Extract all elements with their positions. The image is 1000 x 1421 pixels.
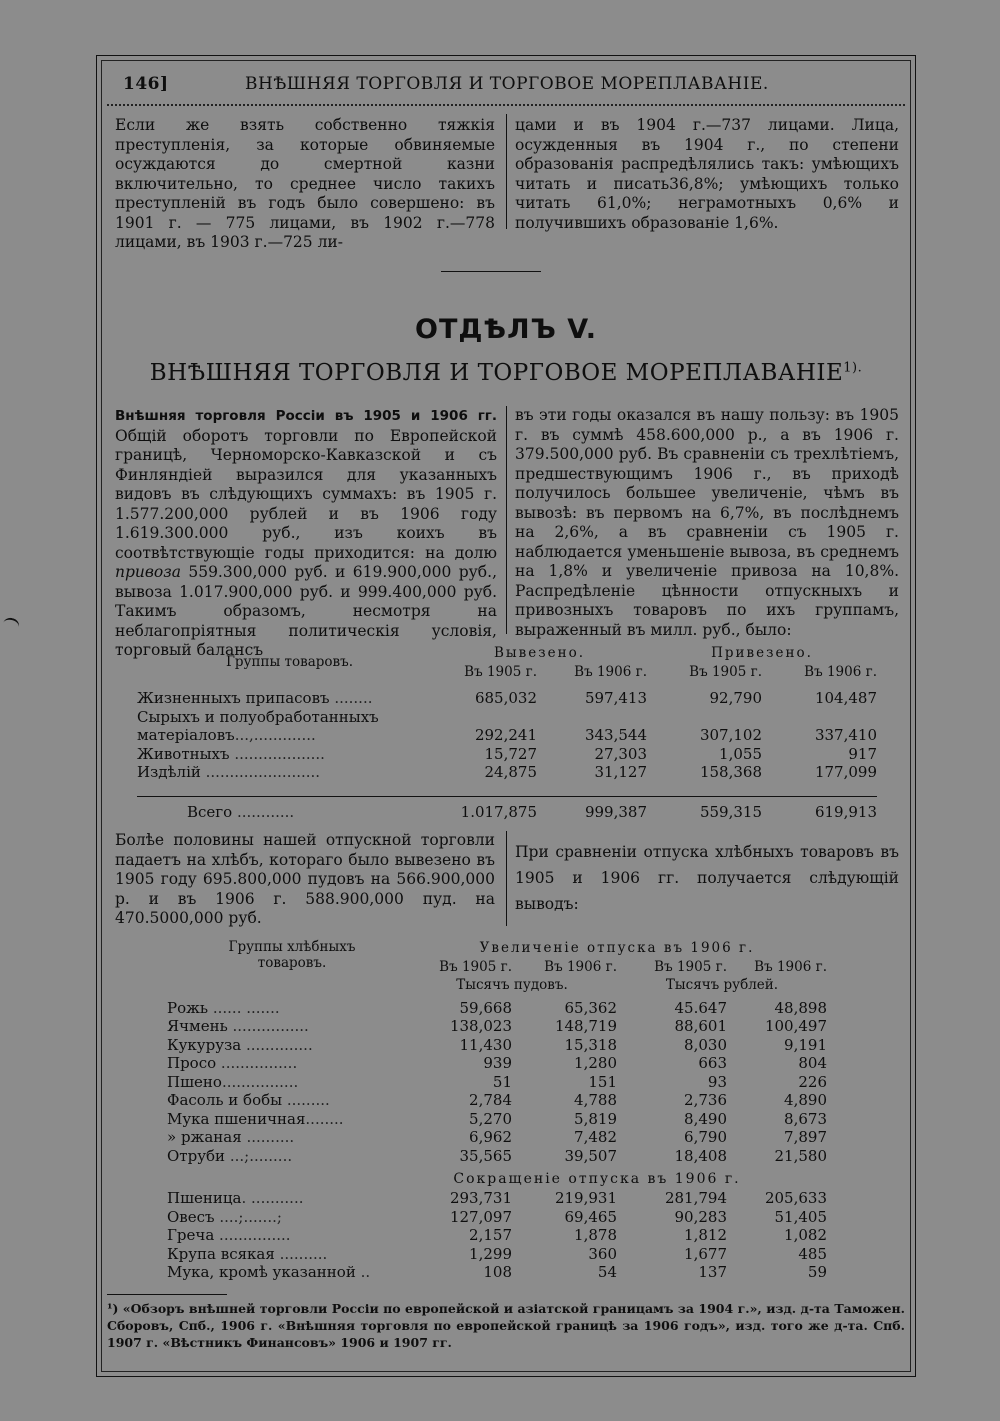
cell: 151 — [588, 1072, 617, 1091]
leader-dots: ................... — [229, 744, 325, 763]
row-label: Овесъ — [167, 1207, 215, 1226]
cell: 31,127 — [594, 763, 647, 781]
grain-text-left: Болѣе половины нашей отпускной торговли падаетъ на хлѣбъ, котораго было вывезено въ 1905 году 695.800,000 пудовъ на 566.900,000 р. и въ 1906 г. 588.900,000 пуд. на 470.5000,000 руб. — [115, 831, 495, 927]
book-page — [96, 55, 916, 1377]
cell: 4,788 — [574, 1091, 617, 1109]
year-header: Въ 1906 г. — [754, 958, 827, 975]
intro-left — [115, 406, 497, 661]
increase-header: Увеличеніе отпуска въ 1906 г. — [479, 940, 755, 956]
table-row — [167, 1054, 827, 1073]
cell: 5,270 — [469, 1109, 512, 1128]
cell: 15,727 — [484, 744, 537, 763]
table-row — [167, 1245, 827, 1264]
cell: 24,875 — [484, 763, 537, 781]
row-label: Кукуруза — [167, 1035, 242, 1054]
leader-dots: ...,............. — [234, 726, 316, 744]
cell: 8,030 — [684, 1035, 727, 1054]
row-label: » ржаная — [167, 1128, 242, 1146]
cell: 307,102 — [699, 726, 762, 744]
table-row — [167, 1110, 827, 1129]
increase-rows — [167, 999, 827, 1166]
table-row — [167, 1128, 827, 1147]
cell: 619,913 — [814, 802, 877, 821]
cell: 685,032 — [474, 689, 537, 707]
row-label: Рожь — [167, 998, 209, 1017]
cell: 59 — [807, 1263, 827, 1281]
table-row — [167, 1147, 827, 1166]
leader-dots: ................ — [227, 1017, 309, 1035]
intro-left-end: 559.300,000 руб. и 619.900,000 руб., вывоза 1.017.900,000 руб. и 999.400,000 руб. Такимъ образомъ, несмотря на неблагопріятныя политическія условія, торговый балансъ — [115, 563, 497, 659]
cell: 92,790 — [709, 689, 762, 707]
row-label: Мука, кромѣ указанной — [167, 1263, 356, 1281]
cell: 343,544 — [584, 726, 647, 744]
cell: 1,082 — [784, 1226, 827, 1244]
table-row — [137, 708, 877, 745]
grain-groups-header: Группы хлѣбныхъ товаровъ. — [228, 939, 356, 971]
cell: 88,601 — [674, 1017, 727, 1035]
cell: 127,097 — [449, 1207, 512, 1226]
row-label: Фасоль и бобы — [167, 1091, 283, 1109]
cell: 59,668 — [459, 998, 512, 1017]
unit-rubles: Тысячъ рублей. — [665, 977, 779, 993]
trade-groups-header: Группы товаровъ. — [225, 654, 354, 671]
year-header: Въ 1905 г. — [689, 663, 762, 680]
cell: 51,405 — [774, 1207, 827, 1226]
cell: 1,299 — [469, 1244, 512, 1263]
grain-text-right: При сравненіи отпуска хлѣбныхъ товаровъ въ 1905 и 1906 гг. получается слѣдующій выводъ: — [515, 843, 899, 913]
cell: 137 — [698, 1263, 727, 1281]
cell: 90,283 — [674, 1207, 727, 1226]
page-number: 146] — [123, 74, 169, 94]
cell: 999,387 — [584, 802, 647, 821]
unit-poods: Тысячъ пудовъ. — [456, 977, 568, 993]
cell: 281,794 — [664, 1189, 727, 1207]
cell: 226 — [798, 1072, 827, 1091]
cell: 69,465 — [564, 1207, 617, 1226]
cell: 54 — [597, 1263, 617, 1281]
row-label: Пшено — [167, 1072, 222, 1091]
cell: 11,430 — [459, 1035, 512, 1054]
cell: 148,719 — [554, 1017, 617, 1035]
leader-dots: ...;......... — [225, 1146, 293, 1165]
cell: 1,677 — [684, 1244, 727, 1263]
cell: 48,898 — [774, 998, 827, 1017]
cell: 360 — [588, 1244, 617, 1263]
row-label: Мука пшеничная — [167, 1109, 306, 1128]
cell: 93 — [707, 1072, 727, 1091]
leader-dots: ........ — [305, 1109, 344, 1128]
table-row — [137, 745, 877, 764]
year-header: Въ 1906 г. — [804, 663, 877, 680]
table-row — [167, 1036, 827, 1055]
cell: 21,580 — [774, 1146, 827, 1165]
cell: 51 — [492, 1072, 512, 1091]
cell: 35,565 — [459, 1146, 512, 1165]
leader-dots: .. — [355, 1263, 371, 1281]
year-header: Въ 1906 г. — [574, 663, 647, 680]
row-label: Ячмень — [167, 1017, 228, 1035]
year-header: Въ 1906 г. — [544, 958, 617, 975]
leader-dots: ........ — [329, 689, 373, 707]
row-label: Крупа всякая — [167, 1244, 275, 1263]
leader-dots: ........................ — [200, 763, 321, 781]
cell: 65,362 — [564, 998, 617, 1017]
cell: 1,055 — [719, 744, 762, 763]
table-row — [137, 689, 877, 708]
table-row — [167, 999, 827, 1018]
cell: 1.017,875 — [460, 802, 537, 821]
cell: 104,487 — [814, 689, 877, 707]
cell: 8,673 — [784, 1109, 827, 1128]
cell: 39,507 — [564, 1146, 617, 1165]
row-label: Жизненныхъ припасовъ — [137, 689, 330, 707]
table-row — [167, 1208, 827, 1227]
leader-dots: .......... — [274, 1244, 328, 1263]
cell: 597,413 — [584, 689, 647, 707]
leader-dots: ....;.......; — [214, 1207, 282, 1226]
table-row — [167, 1091, 827, 1110]
leader-dots: ...... ....... — [208, 998, 280, 1017]
leader-dots: ................ — [216, 1054, 298, 1072]
intro-right: въ эти годы оказался въ нашу пользу: въ 1905 г. въ суммѣ 458.600,000 р., а въ 1906 г. 379.500,000 руб. Въ сравненіи съ трехлѣтіемъ, предшествующимъ 1906 г., въ приходѣ получилось большее увеличеніе, чѣмъ въ вывозѣ: въ первомъ на 6,7%, въ послѣднемъ на 2,6%, а въ сравненіи съ 1905 г. наблюдается уменьшеніе вывоза, въ среднемъ на 1,8% и увеличеніе привоза на 10,8%. Распредѣленіе цѣнности отпускныхъ и привозныхъ товаровъ по ихъ группамъ, выраженный въ милл. руб., было: — [515, 406, 899, 639]
cell: 108 — [483, 1263, 512, 1281]
cell: 559,315 — [699, 802, 762, 821]
section-subtitle — [97, 360, 915, 386]
cell: 45.647 — [674, 998, 727, 1017]
cell: 205,633 — [764, 1189, 827, 1207]
header-ornament-rule — [107, 98, 905, 106]
row-label: Животныхъ — [137, 744, 230, 763]
cell: 7,482 — [574, 1128, 617, 1146]
cell: 100,497 — [764, 1017, 827, 1035]
cell: 2,736 — [684, 1091, 727, 1109]
year-header: Въ 1905 г. — [464, 663, 537, 680]
leader-dots: .............. — [241, 1035, 313, 1054]
cell: 219,931 — [554, 1189, 617, 1207]
cell: 663 — [698, 1054, 727, 1072]
cell: 337,410 — [814, 726, 877, 744]
cell: 4,890 — [784, 1091, 827, 1109]
cell: 6,962 — [469, 1128, 512, 1146]
running-title: ВНѢШНЯЯ ТОРГОВЛЯ И ТОРГОВОЕ МОРЕПЛАВАНІЕ. — [245, 74, 769, 94]
cell: 1,878 — [574, 1226, 617, 1244]
leader-dots: .......... — [241, 1128, 295, 1146]
cell: 5,819 — [574, 1109, 617, 1128]
running-header — [123, 74, 885, 94]
leader-dots: . ........... — [241, 1189, 304, 1207]
total-label: Всего — [187, 802, 233, 821]
cell: 293,731 — [449, 1189, 512, 1207]
import-header: Привезено. — [711, 645, 813, 661]
footnote: ¹) «Обзоръ внѣшней торговли Россіи по европейской и азіатской границамъ за 1904 г.», изд. д-та Таможен. Сборовъ, Спб., 1906 г. «Внѣшняя торговля по европейской границѣ за 1906 годъ», изд. того же д-та. Спб. 1907 г. «Вѣстникъ Финансовъ» 1906 и 1907 гг. — [107, 1301, 905, 1350]
cell: 8,490 — [684, 1109, 727, 1128]
cell: 939 — [483, 1054, 512, 1072]
table-row — [167, 1226, 827, 1245]
row-label: Сырыхъ и полуобработанныхъ матеріаловъ — [137, 707, 379, 744]
grain-table — [167, 939, 867, 1282]
section-title: ОТДѢЛЪ V. — [415, 314, 597, 345]
intro-lead: Внѣшняя торговля Россіи въ 1905 и 1906 гг. — [115, 408, 497, 424]
cell: 138,023 — [449, 1017, 512, 1035]
cell: 9,191 — [784, 1035, 827, 1054]
table-row — [167, 1017, 827, 1036]
cell: 804 — [798, 1054, 827, 1072]
intro-left-italic: привоза — [115, 563, 181, 581]
top-text-left: Если же взять собственно тяжкія преступленія, за которые обвиняемые осуждаются до смертной казни включительно, то среднее число такихъ преступленій въ годъ было совершено: въ 1901 г. — 775 лицами, въ 1902 г.—778 лицами, въ 1903 г.—725 ли- — [115, 116, 495, 251]
page-edge-mark — [1, 616, 20, 634]
table-row — [167, 1189, 827, 1208]
table-row — [137, 763, 877, 782]
cell: 292,241 — [474, 726, 537, 744]
leader-dots: ................ — [221, 1072, 299, 1091]
leader-dots: ............ — [232, 802, 295, 821]
total-row — [137, 803, 877, 822]
intro-left-text: Общій оборотъ торговли по Европейской границѣ, Черноморско-Кавказской и съ Финляндіей выразился для указанныхъ видовъ въ слѣдующихъ суммахъ: въ 1905 г. 1.577.200,000 рублей и въ 1906 году 1.619.300.000 руб., изъ коихъ въ соотвѣтствующіе годы приходится: на долю — [115, 426, 497, 562]
cell: 1,812 — [684, 1226, 727, 1244]
row-label: Издѣлій — [137, 763, 201, 781]
cell: 1,280 — [574, 1054, 617, 1072]
cell: 15,318 — [564, 1035, 617, 1054]
table-row — [167, 1073, 827, 1092]
decrease-header: Сокращеніе отпуска въ 1906 г. — [453, 1171, 741, 1187]
column-divider — [506, 406, 507, 634]
column-divider — [506, 831, 507, 926]
cell: 2,784 — [469, 1091, 512, 1109]
cell: 18,408 — [674, 1146, 727, 1165]
cell: 177,099 — [814, 763, 877, 781]
cell: 158,368 — [699, 763, 762, 781]
row-label: Просо — [167, 1054, 217, 1072]
column-divider — [506, 114, 507, 229]
decrease-rows — [167, 1189, 827, 1282]
year-header: Въ 1905 г. — [439, 958, 512, 975]
row-label: Отруби — [167, 1146, 226, 1165]
year-header: Въ 1905 г. — [654, 958, 727, 975]
leader-dots: ......... — [282, 1091, 330, 1109]
table-row — [167, 1263, 827, 1282]
footnote-ref: 1). — [843, 360, 863, 376]
leader-dots: ............... — [214, 1226, 291, 1244]
row-label: Греча — [167, 1226, 215, 1244]
cell: 6,790 — [684, 1128, 727, 1146]
section-subtitle-text: ВНѢШНЯЯ ТОРГОВЛЯ И ТОРГОВОЕ МОРЕПЛАВАНІЕ — [149, 360, 844, 386]
trade-table — [137, 644, 877, 821]
row-label: Пшеница — [167, 1189, 242, 1207]
separator-rule — [441, 271, 541, 272]
export-header: Вывезено. — [493, 645, 586, 661]
cell: 917 — [848, 744, 877, 763]
top-text-right: цами и въ 1904 г.—737 лицами. Лица, осужденныя въ 1904 г., по степени образованія распредѣлялись такъ: умѣющихъ читать и писать36,8%; умѣющихъ только читать 61,0%; неграмотныхъ 0,6% и получившихъ образованіе 1,6%. — [515, 116, 899, 232]
footnote-rule — [107, 1294, 227, 1295]
cell: 485 — [798, 1244, 827, 1263]
cell: 2,157 — [469, 1226, 512, 1244]
cell: 7,897 — [784, 1128, 827, 1146]
cell: 27,303 — [594, 744, 647, 763]
